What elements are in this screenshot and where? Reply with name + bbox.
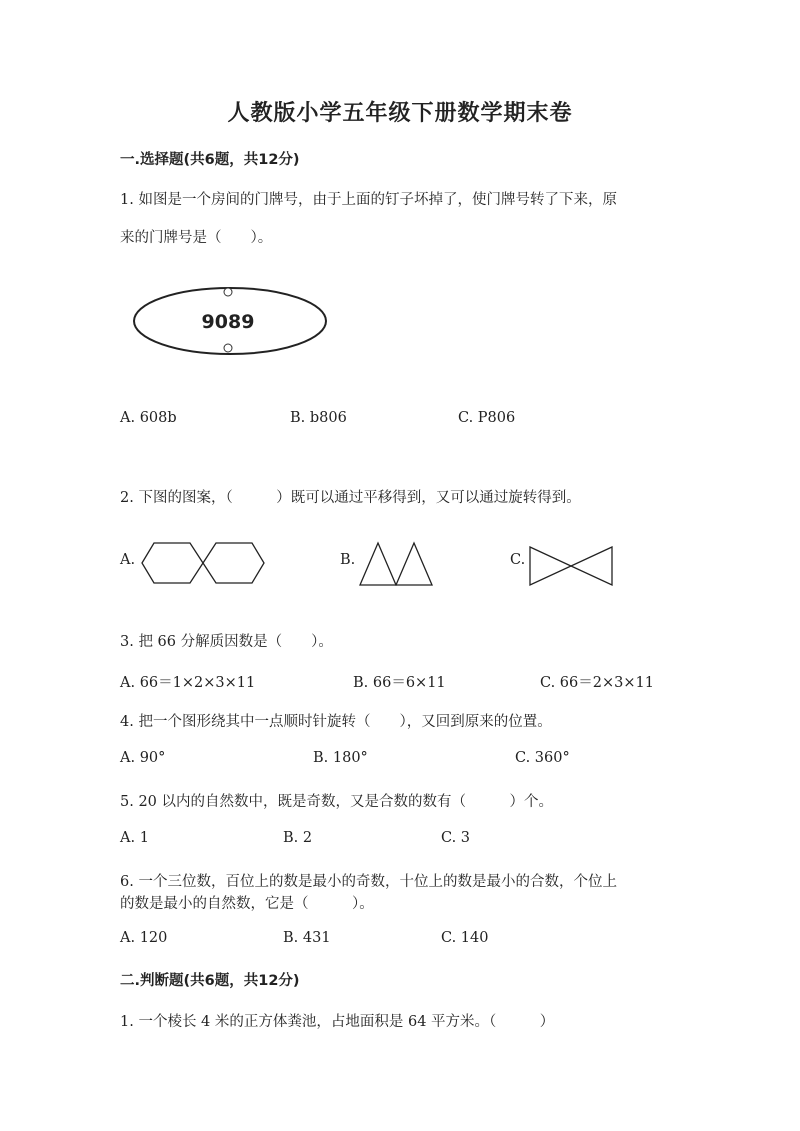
section-heading-judgment: 二.判断题(共6题，共12分) <box>120 973 300 989</box>
judgment-1-text: 1. 一个棱长 4 米的正方体粪池，占地面积是 64 平方米。（ ） <box>120 1014 555 1030</box>
question-2-option-c-label[interactable]: C. <box>510 552 526 568</box>
question-5-text: 5. 20 以内的自然数中，既是奇数，又是合数的数有（ ）个。 <box>120 794 554 810</box>
question-2-option-a-label[interactable]: A. <box>120 552 136 568</box>
two-triangles-figure <box>358 541 438 587</box>
two-hexagons-figure <box>140 541 268 585</box>
question-2-option-b-label[interactable]: B. <box>340 552 356 568</box>
page-title: 人教版小学五年级下册数学期末卷 <box>227 100 573 126</box>
question-5-option-b[interactable]: B. 2 <box>283 830 313 846</box>
question-6-option-c[interactable]: C. 140 <box>441 930 489 946</box>
question-1-option-a[interactable]: A. 608b <box>120 410 177 426</box>
question-1-text-line2: 来的门牌号是（ ）。 <box>120 230 273 246</box>
question-6-option-b[interactable]: B. 431 <box>283 930 331 946</box>
section-heading-choice: 一.选择题(共6题，共12分) <box>120 152 300 168</box>
question-3-option-c[interactable]: C. 66＝2×3×11 <box>540 675 654 691</box>
bowtie-figure <box>528 545 614 587</box>
top-nail-hole <box>224 288 232 296</box>
question-1-text-line1: 1. 如图是一个房间的门牌号，由于上面的钉子坏掉了，使门牌号转了下来，原 <box>120 192 617 208</box>
question-4-option-a[interactable]: A. 90° <box>120 750 166 766</box>
question-1-option-b[interactable]: B. b806 <box>290 410 347 426</box>
question-3-option-b[interactable]: B. 66＝6×11 <box>353 675 446 691</box>
bowtie-left-triangle <box>530 547 571 585</box>
question-4-text: 4. 把一个图形绕其中一点顺时针旋转（ ），又回到原来的位置。 <box>120 714 552 730</box>
bottom-nail-hole <box>224 344 232 352</box>
bowtie-right-triangle <box>571 547 612 585</box>
question-6-text-line2: 的数是最小的自然数，它是（ ）。 <box>120 896 374 912</box>
question-5-option-a[interactable]: A. 1 <box>120 830 149 846</box>
hexagon-left <box>142 543 203 583</box>
question-2-text: 2. 下图的图案，（ ）既可以通过平移得到，又可以通过旋转得到。 <box>120 490 581 506</box>
question-4-option-b[interactable]: B. 180° <box>313 750 368 766</box>
question-1-option-c[interactable]: C. P806 <box>458 410 516 426</box>
question-4-option-c[interactable]: C. 360° <box>515 750 570 766</box>
question-3-option-a[interactable]: A. 66＝1×2×3×11 <box>120 675 256 691</box>
triangle-left <box>360 543 396 585</box>
question-6-option-a[interactable]: A. 120 <box>120 930 168 946</box>
question-3-text: 3. 把 66 分解质因数是（ ）。 <box>120 634 333 650</box>
triangle-right <box>396 543 432 585</box>
question-6-text-line1: 6. 一个三位数，百位上的数是最小的奇数，十位上的数是最小的合数，个位上 <box>120 874 617 890</box>
question-5-option-c[interactable]: C. 3 <box>441 830 471 846</box>
door-plate-figure <box>130 285 335 357</box>
door-plate-number: 9089 <box>201 311 255 333</box>
hexagon-right <box>203 543 264 583</box>
